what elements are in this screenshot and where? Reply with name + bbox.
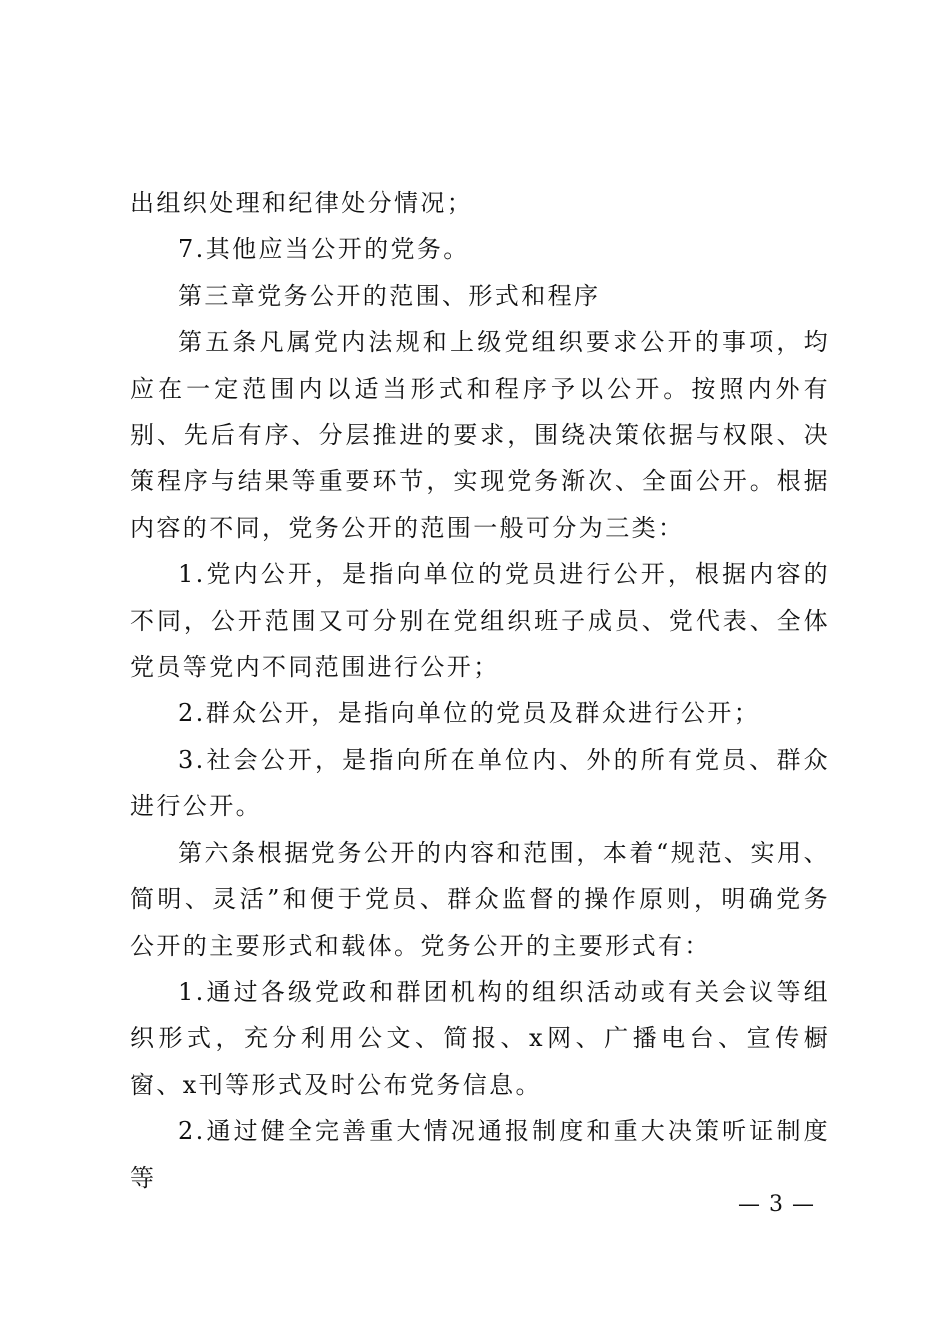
paragraph-item-2-masses: 2.群众公开，是指向单位的党员及群众进行公开； xyxy=(178,699,761,728)
paragraph-article-6: 第六条根据党务公开的内容和范围，本着“规范、实用、简明、灵活”和便于党员、群众监督的操作原则，明确党务公开的主要形式和载体。党务公开的主要形式有： xyxy=(130,838,830,960)
paragraph-form-1: 1.通过各级党政和群团机构的组织活动或有关会议等组织形式，充分利用公文、简报、x网、广播电台、宣传橱窗、x刊等形式及时公布党务信息。 xyxy=(130,977,830,1099)
paragraph-form-2: 2.通过健全完善重大情况通报制度和重大决策听证制度等 xyxy=(130,1117,830,1192)
paragraph-continuation: 出组织处理和纪律处分情况； xyxy=(130,189,474,217)
paragraph-item-3-society: 3.社会公开，是指向所在单位内、外的所有党员、群众进行公开。 xyxy=(130,745,830,821)
paragraph-article-5: 第五条凡属党内法规和上级党组织要求公开的事项，均应在一定范围内以适当形式和程序予以公开。按照内外有别、先后有序、分层推进的要求，围绕决策依据与权限、决策程序与结果等重要环节，实现党务渐次、全面公开。根据内容的不同，党务公开的范围一般可分为三类： xyxy=(130,328,830,542)
paragraph-item-7: 7.其他应当公开的党务。 xyxy=(178,235,470,264)
document-body xyxy=(130,180,830,1201)
chapter-heading: 第三章党务公开的范围、形式和程序 xyxy=(178,281,601,310)
page-number: — 3 — xyxy=(738,1192,815,1217)
paragraph-item-1-party: 1.党内公开，是指向单位的党员进行公开，根据内容的不同，公开范围又可分别在党组织班子成员、党代表、全体党员等党内不同范围进行公开； xyxy=(130,560,830,682)
